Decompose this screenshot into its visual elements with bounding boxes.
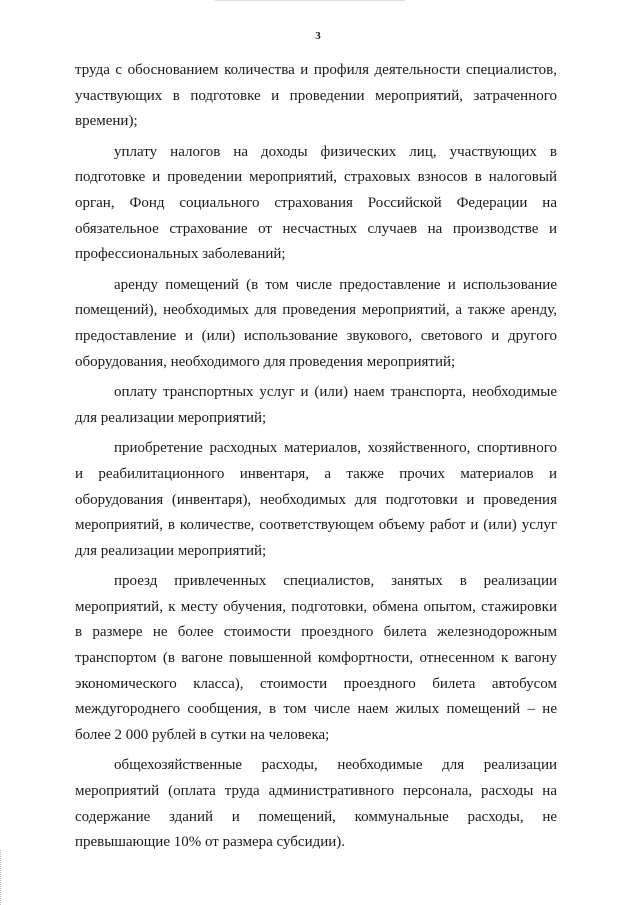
paragraph-transport: оплату транспортных услуг и (или) наем транспорта, необходимые для реализации мероприятий; [75,384,557,426]
paragraph-taxes: уплату налогов на доходы физических лиц, участвующих в подготовке и проведении мероприятий, страховых взносов в налоговый орган, Фонд социального страхования Российской Федерации на обязательное страхование от несчастных случаев на производстве и профессиональных заболеваний; [75,143,557,263]
paragraph-materials: приобретение расходных материалов, хозяйственного, спортивного и реабилитационного инвентаря, а также прочих материалов и оборудования (инвентаря), необходимых для подготовки и проведения мероприятий, в количестве, соответствующем объему работ и (или) услуг для реализации мероприятий; [75,440,557,559]
paragraph-general-expenses: общехозяйственные расходы, необходимые для реализации мероприятий (оплата труда административного персонала, расходы на содержание зданий и помещений, коммунальные расходы, не превышающие 10% от размера субсидии). [75,757,557,851]
paragraph-premises-rent: аренду помещений (в том числе предоставление и использование помещений), необходимых для проведения мероприятий, а также аренду, предоставление и (или) использование звукового, светового и другого оборудования, необходимого для проведения мероприятий; [75,276,557,370]
paragraph-travel: проезд привлеченных специалистов, занятых в реализации мероприятий, к месту обучения, подготовки, обмена опытом, стажировки в размере не более стоимости проездного билета железнодорожным транспортом (в вагоне повышенной комфортности, отнесенном к вагону экономического класса), стоимости проездного билета автобусом междугороднего сообщения, в том числе наем жилых помещений – не более 2 000 рублей в сутки на человека; [75,573,557,743]
scan-edge-artifact [0,850,3,905]
paragraph-labor-continuation: труда с обоснованием количества и профиля деятельности специалистов, участвующих в подготовке и проведении мероприятий, затраченного времени); [75,62,557,130]
document-body [75,58,557,856]
scan-header-artifact [215,0,405,4]
page-number: 3 [315,30,321,42]
